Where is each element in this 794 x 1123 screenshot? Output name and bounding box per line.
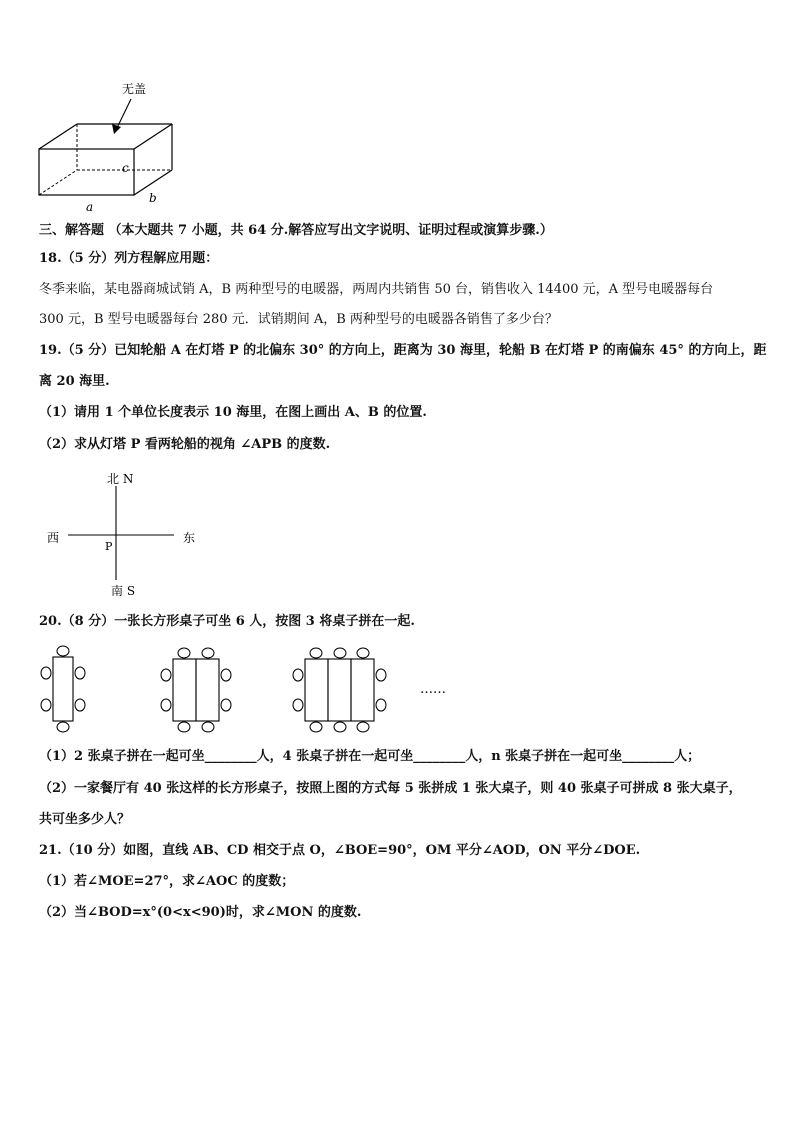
compass-north: 北 N <box>107 472 134 486</box>
section-heading: 三、解答题 （本大题共 7 小题，共 64 分.解答应写出文字说明、证明过程或演算步骤.） <box>39 223 553 238</box>
q21-part1: （1）若∠MOE=27°，求∠AOC 的度数； <box>39 874 295 889</box>
edge-label-a: a <box>86 200 94 214</box>
lid-label: 无盖 <box>122 82 147 96</box>
edge-label-b: b <box>149 191 157 205</box>
q19-text-line1: 19.（5 分）已知轮船 A 在灯塔 P 的北偏东 30° 的方向上，距离为 30 海里，轮船 B 在灯塔 P 的南偏东 45° 的方向上，距 <box>39 343 767 358</box>
compass-east: 东 <box>183 531 196 545</box>
q21-title: 21.（10 分）如图，直线 AB、CD 相交于点 O，∠BOE=90°，OM 平分∠AOD，ON 平分∠DOE. <box>39 843 641 858</box>
q20-part2-line2: 共可坐多少人？ <box>39 812 131 827</box>
q19-part1: （1）请用 1 个单位长度表示 10 海里，在图上画出 A、B 的位置. <box>39 405 427 420</box>
tables-figure <box>35 645 465 735</box>
q19-text-line2: 离 20 海里. <box>39 374 110 389</box>
q18-text-line1: 冬季来临，某电器商城试销 A，B 两种型号的电暖器，两周内共销售 50 台，销售收入 14400 元，A 型号电暖器每台 <box>39 282 714 297</box>
compass-west: 西 <box>47 531 60 545</box>
three-tables-group <box>293 648 386 732</box>
compass-south: 南 S <box>111 584 136 598</box>
q20-title: 20.（8 分）一张长方形桌子可坐 6 人，按图 3 将桌子拼在一起. <box>39 614 415 629</box>
q19-part2: （2）求从灯塔 P 看两轮船的视角 ∠APB 的度数. <box>39 437 331 452</box>
open-box-figure <box>30 75 190 215</box>
compass-center-p: P <box>105 540 113 553</box>
q18-text-line2: 300 元，B 型号电暖器每台 280 元．试销期间 A，B 两种型号的电暖器各销售了多少台？ <box>39 312 558 327</box>
one-table-group <box>41 646 85 732</box>
q21-part2: （2）当∠BOD=x°(0<x<90)时，求∠MON 的度数. <box>39 905 362 920</box>
tables-ellipsis: …… <box>420 682 446 697</box>
q18-title: 18.（5 分）列方程解应用题： <box>39 251 219 266</box>
q20-part1: （1）2 张桌子拼在一起可坐________人，4 张桌子拼在一起可坐________人，n 张桌子拼在一起可坐________人； <box>39 749 701 764</box>
q20-part2-line1: （2）一家餐厅有 40 张这样的长方形桌子，按照上图的方式每 5 张拼成 1 张大桌子，则 40 张桌子可拼成 8 张大桌子， <box>39 781 742 796</box>
two-tables-group <box>161 648 231 732</box>
compass-figure <box>40 468 210 603</box>
edge-label-c: c <box>122 161 129 175</box>
